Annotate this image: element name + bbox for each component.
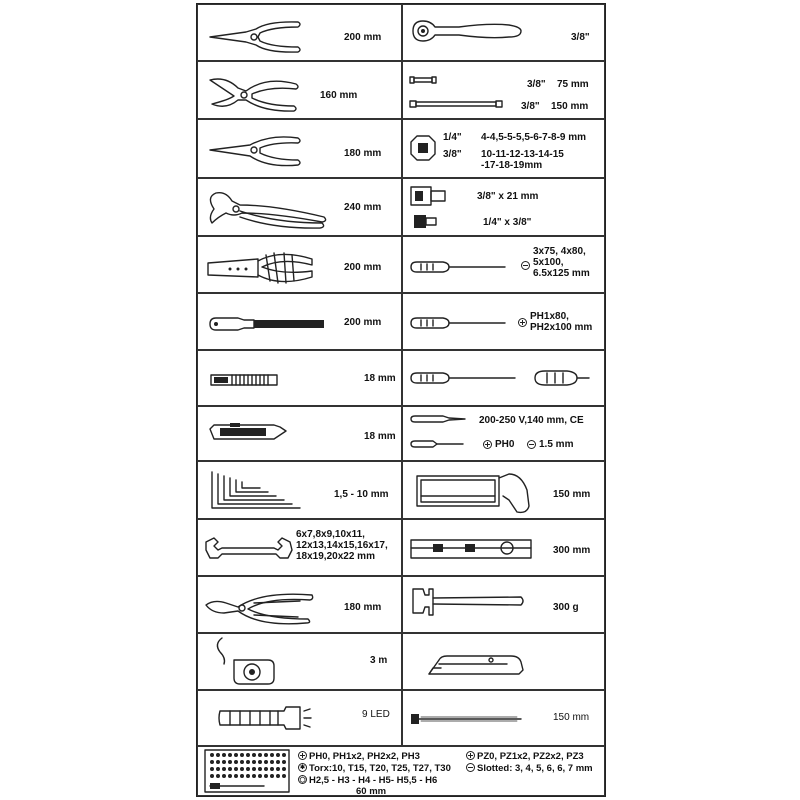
- bits-ph-text: PH0, PH1x2, PH2x2, PH3: [309, 751, 420, 762]
- cable-tie-icon: [409, 709, 525, 729]
- crimping-pliers-size: 200 mm: [344, 262, 382, 273]
- bits-slotted: [466, 763, 593, 774]
- extension-short-size: 3/8": [527, 79, 546, 90]
- open-end-wrench-icon: [204, 536, 294, 562]
- sockets-three-eighths-values-b: -17-18-19mm: [481, 160, 543, 171]
- slotted-symbol-icon: [521, 261, 530, 270]
- sockets-quarter-values: 4-4,5-5-5,5-6-7-8-9 mm: [481, 132, 587, 143]
- precision-ph-size: PH0: [495, 439, 515, 450]
- cell-file: [197, 293, 402, 350]
- water-pump-pliers-size: 240 mm: [344, 202, 382, 213]
- ratchet-icon: [409, 17, 525, 45]
- cell-diagonal-cutter: [197, 61, 402, 119]
- cell-crimping-pliers: [197, 236, 402, 293]
- hacksaw-size: 150 mm: [553, 489, 591, 500]
- snap-off-knife-icon: [208, 421, 288, 445]
- cell-slotted-screwdrivers: [402, 236, 605, 293]
- hammer-icon: [409, 585, 529, 625]
- precision-ph-symbol-icon: [483, 440, 492, 449]
- adapter-large-size: 3/8" x 21 mm: [477, 191, 539, 202]
- ph-symbol-icon: [298, 751, 307, 760]
- cell-open-end-wrench: [197, 519, 402, 576]
- spirit-level-icon: [409, 538, 535, 562]
- torx-symbol-icon: [298, 763, 307, 772]
- bits-torx-text: Torx:10, T15, T20, T25, T27, T30: [309, 763, 451, 774]
- bits-hex: [298, 775, 437, 786]
- voltage-tester-spec: 200-250 V,140 mm, CE: [479, 415, 584, 426]
- phillips-symbol-icon: [518, 318, 527, 327]
- flashlight-icon: [216, 705, 312, 731]
- extension-bar-long-icon: [409, 99, 509, 109]
- cell-phillips-screwdrivers: [402, 293, 605, 350]
- long-nose-pliers-size: 180 mm: [344, 148, 382, 159]
- cell-hacksaw: [402, 461, 605, 519]
- snap-off-knife-size: 18 mm: [364, 431, 396, 442]
- cell-tape-measure: [197, 633, 402, 690]
- pz-symbol-icon: [466, 751, 475, 760]
- tool-set-grid: [196, 3, 606, 797]
- long-nose-pliers-icon: [206, 130, 306, 170]
- bits-pz-text: PZ0, PZ1x2, PZ2x2, PZ3: [477, 751, 584, 762]
- adapter-small-icon: [413, 214, 443, 230]
- precision-slot-size: 1.5 mm: [539, 439, 574, 450]
- cell-snap-off-knife: [197, 406, 402, 461]
- bits-holder-size: 60 mm: [356, 786, 387, 797]
- wire-stripper-icon: [204, 585, 316, 625]
- bits-ph: [298, 751, 420, 762]
- stubby-screwdriver-icon: [533, 369, 593, 387]
- slotted-screwdriver-icon: [409, 260, 509, 274]
- ratchet-size: 3/8": [571, 32, 590, 43]
- phillips-screwdriver-sizes: PH1x80, PH2x100 mm: [530, 311, 593, 333]
- bits-hex-text: H2,5 - H3 - H4 - H5- H5,5 - H6: [309, 775, 438, 786]
- cell-extension-bars: [402, 61, 605, 119]
- cell-long-nose-pliers: [197, 119, 402, 178]
- hex-key-set-icon: [204, 468, 304, 512]
- hacksaw-icon: [413, 466, 533, 516]
- voltage-tester-icon: [409, 414, 469, 424]
- diagonal-cutter-icon: [206, 70, 306, 112]
- cell-bit-set: [197, 746, 605, 796]
- cell-utility-blades: [197, 350, 402, 406]
- extension-long-size: 3/8": [521, 101, 540, 112]
- cell-screwdriver-pair: [402, 350, 605, 406]
- cell-flashlight: [197, 690, 402, 746]
- cell-hex-key-set: [197, 461, 402, 519]
- utility-blades-icon: [210, 371, 280, 389]
- phillips-screwdriver-icon: [409, 316, 509, 330]
- sockets-three-eighths-values-a: 10-11-12-13-14-15: [481, 149, 564, 160]
- trapezoid-knife-icon: [427, 646, 527, 678]
- cell-spirit-level: [402, 519, 605, 576]
- wire-stripper-size: 180 mm: [344, 602, 382, 613]
- adapter-large-icon: [409, 185, 449, 207]
- cable-tie-length: 150 mm: [553, 712, 590, 723]
- precision-slot-symbol-icon: [527, 440, 536, 449]
- sockets-quarter-size: 1/4": [443, 132, 462, 143]
- bit-set-case-icon: [204, 749, 292, 795]
- slotted-screwdriver-sizes: 3x75, 4x80, 5x100, 6.5x125 mm: [533, 246, 590, 279]
- file-size: 200 mm: [344, 317, 382, 328]
- flashlight-led: 9 LED: [362, 709, 390, 720]
- cell-cable-tie: [402, 690, 605, 746]
- socket-icon: [409, 134, 437, 162]
- adapter-small-size: 1/4" x 3/8": [483, 217, 532, 228]
- spirit-level-size: 300 mm: [553, 545, 591, 556]
- cell-water-pump-pliers: [197, 178, 402, 236]
- bits-torx: [298, 763, 451, 774]
- hammer-weight: 300 g: [553, 602, 579, 613]
- open-end-wrench-sizes: 6x7,8x9,10x11, 12x13,14x15,16x17, 18x19,20x22 mm: [296, 529, 388, 562]
- cell-wire-stripper: [197, 576, 402, 633]
- cell-trapezoid-knife: [402, 633, 605, 690]
- hex-key-set-size: 1,5 - 10 mm: [334, 489, 389, 500]
- cell-adapters: [402, 178, 605, 236]
- water-pump-pliers-icon: [204, 187, 329, 231]
- screwdriver-long-icon: [409, 371, 519, 385]
- extension-long-length: 150 mm: [551, 101, 589, 112]
- precision-screwdriver-icon: [409, 439, 469, 449]
- bits-pz: [466, 751, 584, 762]
- extension-bar-short-icon: [409, 75, 439, 85]
- tape-measure-size: 3 m: [370, 655, 388, 666]
- cell-combination-pliers: [197, 4, 402, 61]
- combination-pliers-size: 200 mm: [344, 32, 382, 43]
- diagonal-cutter-size: 160 mm: [320, 90, 358, 101]
- extension-short-length: 75 mm: [557, 79, 589, 90]
- cell-testers: [402, 406, 605, 461]
- combination-pliers-icon: [206, 15, 306, 55]
- crimping-pliers-icon: [206, 245, 316, 289]
- tape-measure-icon: [212, 636, 282, 686]
- file-icon: [208, 314, 328, 334]
- cell-hammer: [402, 576, 605, 633]
- utility-blades-size: 18 mm: [364, 373, 396, 384]
- hex-symbol-icon: [298, 775, 307, 784]
- slotted-bits-symbol-icon: [466, 763, 475, 772]
- cell-ratchet: [402, 4, 605, 61]
- bits-slotted-text: Slotted: 3, 4, 5, 6, 6, 7 mm: [477, 763, 593, 774]
- sockets-three-eighths-size: 3/8": [443, 149, 462, 160]
- cell-sockets: [402, 119, 605, 178]
